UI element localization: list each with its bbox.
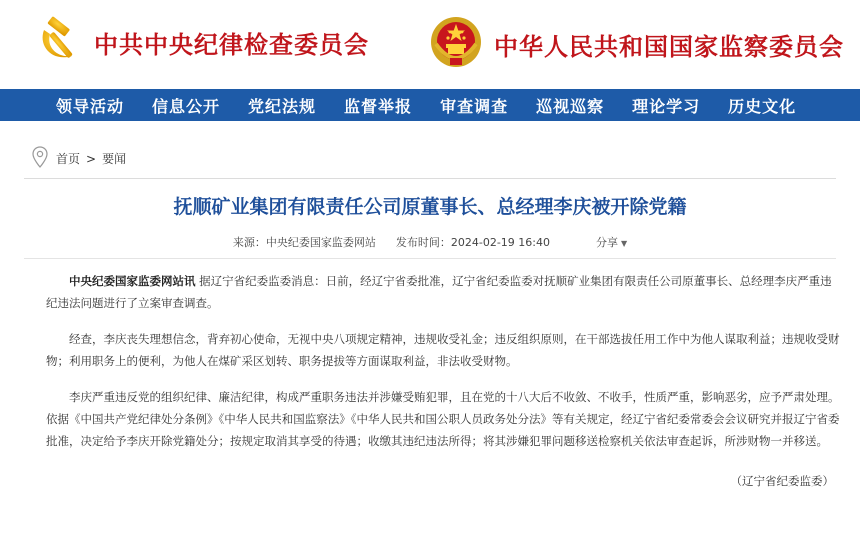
article-footer-source: （辽宁省纪委监委） <box>730 474 834 488</box>
article-body <box>46 270 842 506</box>
lead-source: 中央纪委国家监委网站讯 <box>69 274 196 288</box>
breadcrumb-home[interactable]: 首页 <box>56 152 81 166</box>
brand-name-ccdi: 中共中央纪律检查委员会 <box>94 29 369 59</box>
article-paragraph <box>46 270 842 314</box>
source-value: 中央纪委国家监委网站 <box>265 236 376 249</box>
source-meta <box>233 234 376 250</box>
nav-item-disclosure[interactable]: 信息公开 <box>152 96 221 116</box>
article-paragraph: 李庆严重违反党的组织纪律、廉洁纪律，构成严重职务违法并涉嫌受贿犯罪，且在党的十八大后不收敛、不收手，性质严重，影响恶劣，应予严肃处理。依据《中国共产党纪律处分条例》《中华人民共和国监察法》《中华人民共和国公职人员政务处分法》等有关规定，经辽宁省纪委常委会会议研究并报辽宁省委批准，决定给予李庆开除党籍处分；按规定取消其享受的待遇；收缴其违纪违法所得；将其涉嫌犯罪问题移送检察机关依法审查起诉，所涉财物一并移送。 <box>46 390 840 448</box>
article-paragraph: 经查，李庆丧失理想信念，背弃初心使命，无视中央八项规定精神，违规收受礼金；违反组织原则，在干部选拔任用工作中为他人谋取利益；违规收受财物；利用职务上的便利，为他人在煤矿采区划转、职务提拔等方面谋取利益，非法收受财物。 <box>46 332 840 368</box>
party-emblem-icon <box>34 14 86 70</box>
divider <box>24 258 836 259</box>
caret-down-icon: ▼ <box>620 239 628 248</box>
breadcrumb <box>32 146 126 171</box>
nav-item-regulations[interactable]: 党纪法规 <box>248 96 317 116</box>
site-header <box>0 0 860 88</box>
nav-item-investigation[interactable]: 审查调查 <box>440 96 509 116</box>
time-label: 发布时间： <box>395 236 451 249</box>
main-nav <box>0 89 860 121</box>
nav-item-history[interactable]: 历史文化 <box>728 96 797 116</box>
nav-item-report[interactable]: 监督举报 <box>344 96 413 116</box>
time-meta <box>396 234 550 250</box>
breadcrumb-separator: > <box>86 151 97 166</box>
brand-ccdi[interactable] <box>34 14 369 70</box>
source-label: 来源： <box>232 236 266 249</box>
nav-item-leadership[interactable]: 领导活动 <box>56 96 125 116</box>
brand-nsc[interactable] <box>428 14 844 74</box>
article-meta <box>0 234 860 250</box>
share-button[interactable] <box>596 234 627 250</box>
nav-item-theory[interactable]: 理论学习 <box>632 96 701 116</box>
article-title: 抚顺矿业集团有限责任公司原董事长、总经理李庆被开除党籍 <box>173 196 687 218</box>
location-pin-icon <box>32 146 48 171</box>
breadcrumb-current[interactable]: 要闻 <box>102 152 127 166</box>
nav-item-inspection[interactable]: 巡视巡察 <box>536 96 605 116</box>
share-label: 分享 <box>595 236 618 249</box>
paragraph-text: 据辽宁省纪委监委消息：日前，经辽宁省委批准，辽宁省纪委监委对抚顺矿业集团有限责任公司原董事长、总经理李庆严重违纪违法问题进行了立案审查调查。 <box>46 274 832 310</box>
time-value: 2024-02-19 16:40 <box>450 236 550 249</box>
brand-name-nsc: 中华人民共和国国家监察委员会 <box>494 31 844 61</box>
divider <box>24 178 836 179</box>
national-emblem-icon <box>428 14 484 74</box>
